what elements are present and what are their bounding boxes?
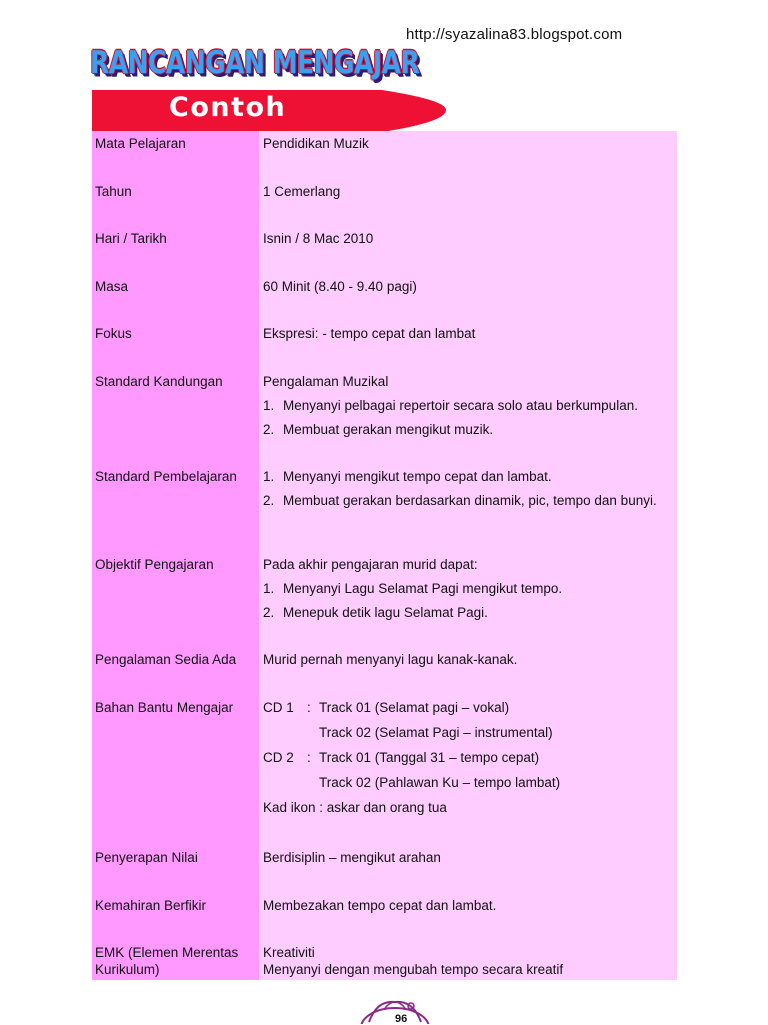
row-label: Standard Pembelajaran: [95, 469, 237, 484]
row-value: Pendidikan Muzik: [263, 136, 369, 151]
list-number: 2.: [263, 422, 275, 437]
row-extra: Kad ikon : askar dan orang tua: [263, 800, 447, 815]
list-number: 1.: [263, 398, 275, 413]
row-value: [263, 944, 668, 978]
row-label: EMK (Elemen Merentas Kurikulum): [95, 945, 239, 977]
row-value: 1 Cemerlang: [263, 184, 341, 199]
banner-text: Contoh: [169, 92, 287, 123]
cd-line: [263, 699, 668, 716]
row-value: Murid pernah menyanyi lagu kanak-kanak.: [263, 652, 518, 667]
list-text: Membuat gerakan berdasarkan dinamik, pic, tempo dan bunyi.: [283, 493, 657, 508]
list-item: [263, 580, 668, 597]
list-number: 2.: [263, 605, 275, 620]
list-text: Menyanyi pelbagai repertoir secara solo atau berkumpulan.: [283, 398, 638, 413]
cd-line: [263, 774, 668, 791]
row-intro: Pada akhir pengajaran murid dapat:: [263, 557, 478, 572]
list-number: 1.: [263, 469, 275, 484]
row-label: Fokus: [95, 326, 132, 341]
row-label: Penyerapan Nilai: [95, 850, 198, 865]
row-label: Objektif Pengajaran: [95, 557, 214, 572]
list-item: [263, 397, 668, 414]
cd-track: Track 01 (Selamat pagi – vokal): [319, 700, 510, 715]
row-value: [263, 556, 668, 621]
row-value: 60 Minit (8.40 - 9.40 pagi): [263, 279, 417, 294]
row-label: Tahun: [95, 184, 132, 199]
cd-name: CD 1: [263, 700, 294, 715]
row-label: Standard Kandungan: [95, 374, 223, 389]
row-label: Kemahiran Berfikir: [95, 898, 207, 913]
cd-track: Track 02 (Selamat Pagi – instrumental): [319, 725, 553, 740]
row-line: Kreativiti: [263, 945, 315, 960]
page-number: 96: [395, 1013, 408, 1025]
row-line: Menyanyi dengan mengubah tempo secara kreatif: [263, 962, 564, 977]
list-text: Menyanyi mengikut tempo cepat dan lambat.: [283, 469, 552, 484]
list-item: [263, 492, 668, 509]
list-number: 2.: [263, 493, 275, 508]
list-item: [263, 604, 668, 621]
row-value: Isnin / 8 Mac 2010: [263, 231, 374, 246]
contoh-banner: [92, 90, 446, 132]
list-item: [263, 468, 668, 485]
list-text: Menyanyi Lagu Selamat Pagi mengikut tempo.: [283, 581, 563, 596]
cd-track: Track 02 (Pahlawan Ku – tempo lambat): [319, 775, 561, 790]
list-text: Menepuk detik lagu Selamat Pagi.: [283, 605, 488, 620]
cd-line: [263, 749, 668, 766]
row-value: [263, 468, 668, 509]
row-value: [263, 699, 668, 816]
cd-track: Track 01 (Tanggal 31 – tempo cepat): [319, 750, 540, 765]
cd-name: CD 2: [263, 750, 294, 765]
cd-line: [263, 724, 668, 741]
row-value: Berdisiplin – mengikut arahan: [263, 850, 441, 865]
cd-separator: :: [307, 750, 311, 765]
blog-url[interactable]: http://syazalina83.blogspot.com: [406, 26, 623, 43]
page-title: RANCANGAN MENGAJAR: [90, 44, 420, 81]
row-label: Masa: [95, 279, 129, 294]
row-value: [263, 373, 668, 438]
row-label: Bahan Bantu Mengajar: [95, 700, 234, 715]
row-value: Membezakan tempo cepat dan lambat.: [263, 898, 497, 913]
lesson-plan-table: [92, 131, 677, 980]
list-item: [263, 421, 668, 438]
list-text: Membuat gerakan mengikut muzik.: [283, 422, 494, 437]
row-intro: Pengalaman Muzikal: [263, 374, 389, 389]
row-label: Mata Pelajaran: [95, 136, 186, 151]
row-label: Pengalaman Sedia Ada: [95, 652, 237, 667]
row-label: Hari / Tarikh: [95, 231, 167, 246]
list-number: 1.: [263, 581, 275, 596]
row-value: Ekspresi: - tempo cepat dan lambat: [263, 326, 476, 341]
cd-separator: :: [307, 700, 311, 715]
